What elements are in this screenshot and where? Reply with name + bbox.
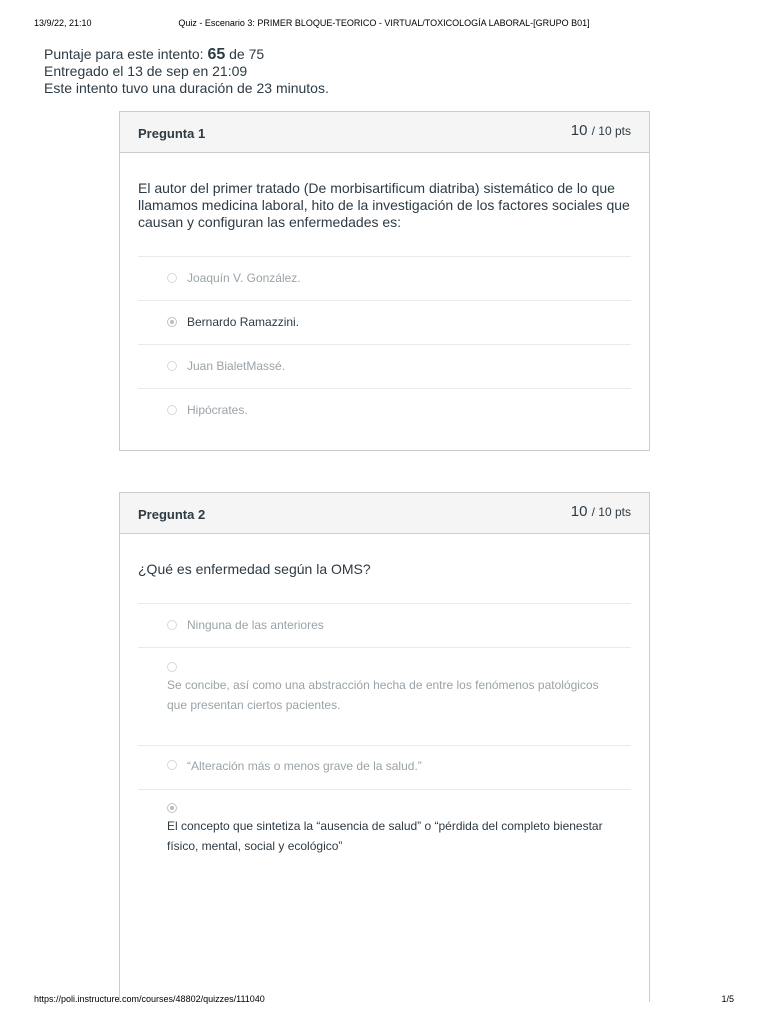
print-footer [34,994,734,1008]
radio-button[interactable] [167,361,177,371]
answer-label: Ninguna de las anteriores [187,618,324,632]
points-total: / 10 pts [591,124,631,138]
radio-button[interactable] [167,273,177,283]
answer-label: Juan BialetMassé. [187,359,286,373]
print-date: 13/9/22, 21:10 [34,18,92,28]
question-header [120,112,649,153]
question-card-1 [119,111,650,451]
print-header [34,18,734,32]
print-document-title: Quiz - Escenario 3: PRIMER BLOQUE-TEORICO - VIRTUAL/TOXICOLOGÍA LABORAL-[GRUPO B01] [178,18,590,28]
question-title: Pregunta 1 [138,126,206,141]
answer-option[interactable] [138,745,631,789]
question-header [120,493,649,534]
print-url: https://poli.instructure.com/courses/48802/quizzes/111040 [34,994,265,1004]
answer-list [138,603,631,880]
answer-list [138,256,631,432]
answer-option[interactable] [138,344,631,388]
attempt-summary [44,46,329,97]
points-earned: 10 [570,503,588,520]
score-suffix: de 75 [225,46,265,62]
duration-line: Este intento tuvo una duración de 23 minutos. [44,80,329,96]
page-number: 1/5 [721,994,734,1004]
radio-button[interactable] [167,662,177,672]
answer-label: El concepto que sintetiza la “ausencia de salud” o “pérdida del completo bienestar físico, mental, social y ecológico” [167,819,603,853]
submitted-line: Entregado el 13 de sep en 21:09 [44,63,248,79]
answer-option[interactable] [138,603,631,647]
question-card-2 [119,492,650,1002]
radio-button[interactable] [167,760,177,770]
radio-button[interactable] [167,620,177,630]
answer-label: “Alteración más o menos grave de la salud.” [187,759,422,773]
question-points [571,503,631,520]
answer-option[interactable] [138,647,631,745]
score-value: 65 [207,46,226,63]
answer-option[interactable] [138,256,631,300]
radio-button[interactable] [167,405,177,415]
question-text: El autor del primer tratado (De morbisartificum diatriba) sistemático de lo que llamamos medicina laboral, hito de la investigación de los factores sociales que causan y configuran las enfermedades es: [138,180,630,230]
answer-option-selected[interactable] [138,789,631,880]
question-title: Pregunta 2 [138,507,206,522]
score-line [44,46,329,63]
answer-label: Hipócrates. [187,403,248,417]
points-total: / 10 pts [591,505,631,519]
radio-button-selected[interactable] [167,803,177,813]
answer-label: Se concibe, así como una abstracción hecha de entre los fenómenos patológicos que presentan ciertos pacientes. [167,678,599,712]
points-earned: 10 [570,122,588,139]
answer-label: Bernardo Ramazzini. [187,315,300,329]
question-text: ¿Qué es enfermedad según la OMS? [138,561,371,577]
answer-label: Joaquín V. González. [187,271,301,285]
score-prefix: Puntaje para este intento: [44,46,208,62]
answer-option-selected[interactable] [138,300,631,344]
answer-option[interactable] [138,388,631,432]
radio-button-selected[interactable] [167,317,177,327]
question-points [571,122,631,139]
